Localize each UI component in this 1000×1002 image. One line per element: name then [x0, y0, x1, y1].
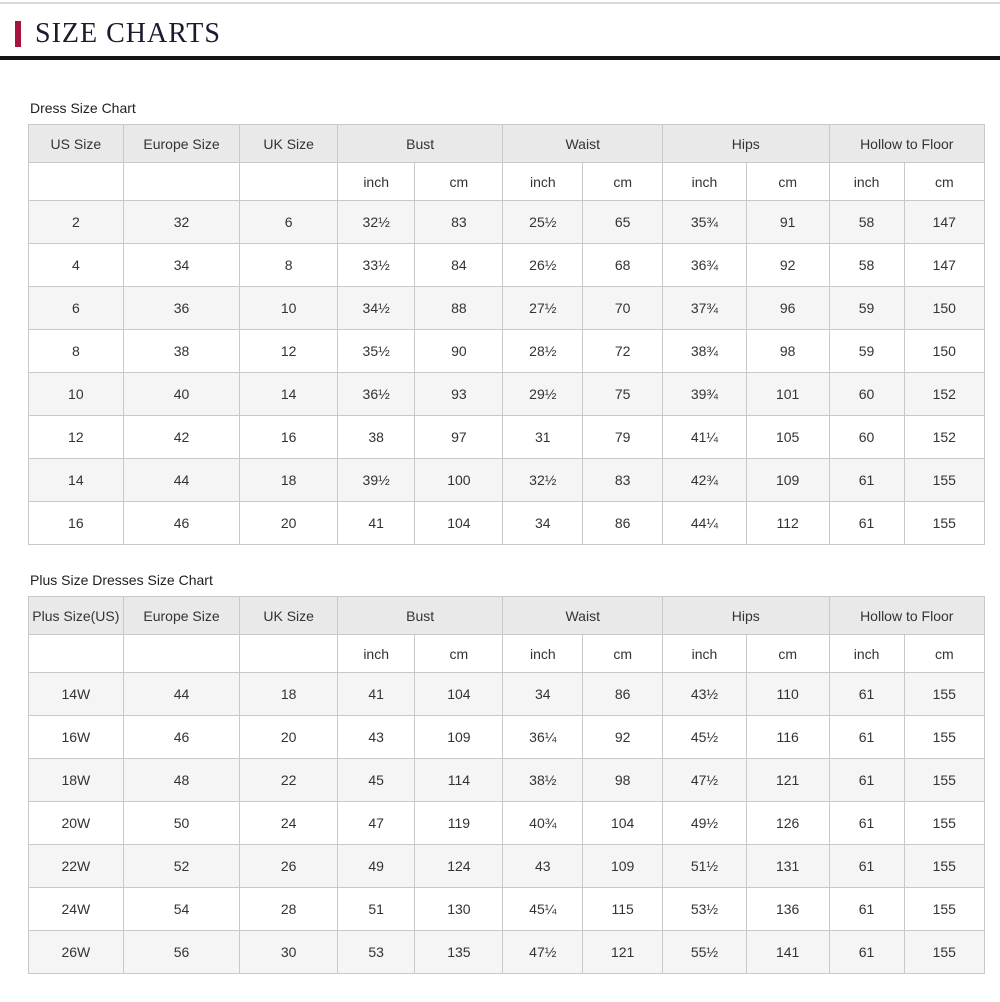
cell: 155 — [904, 802, 984, 845]
cell: 155 — [904, 502, 984, 545]
cell: 39½ — [337, 459, 414, 502]
cell: 14 — [240, 373, 338, 416]
table-header — [29, 597, 985, 673]
measure-column-header: Hips — [663, 125, 829, 163]
cell: 101 — [746, 373, 829, 416]
cell: 25½ — [503, 201, 583, 244]
cell: 46 — [123, 716, 240, 759]
cell: 36¾ — [663, 244, 747, 287]
cell: 61 — [829, 888, 904, 931]
cell: 33½ — [337, 244, 414, 287]
table-row — [29, 459, 985, 502]
cell: 110 — [746, 673, 829, 716]
table-row — [29, 931, 985, 974]
cell: 41¼ — [663, 416, 747, 459]
cell: 6 — [29, 287, 124, 330]
cell: 83 — [415, 201, 503, 244]
cell: 60 — [829, 373, 904, 416]
dress-size-table-wrap — [28, 124, 985, 545]
table-row — [29, 888, 985, 931]
table-body — [29, 673, 985, 974]
cell: 38½ — [503, 759, 583, 802]
page-title: SIZE CHARTS — [35, 18, 221, 49]
table-row — [29, 716, 985, 759]
cell: 14 — [29, 459, 124, 502]
cell: 51 — [337, 888, 414, 931]
cell: 28 — [240, 888, 338, 931]
empty-header-cell — [240, 635, 338, 673]
cell: 92 — [583, 716, 663, 759]
cell: 104 — [415, 673, 503, 716]
cell: 60 — [829, 416, 904, 459]
cell: 54 — [123, 888, 240, 931]
table-caption: Plus Size Dresses Size Chart — [30, 572, 213, 588]
cell: 121 — [746, 759, 829, 802]
cell: 55½ — [663, 931, 747, 974]
table-row — [29, 287, 985, 330]
unit-header: cm — [415, 635, 503, 673]
cell: 10 — [29, 373, 124, 416]
cell: 70 — [583, 287, 663, 330]
cell: 114 — [415, 759, 503, 802]
header-divider — [0, 56, 1000, 60]
unit-header: cm — [904, 163, 984, 201]
cell: 26½ — [503, 244, 583, 287]
unit-header: inch — [829, 635, 904, 673]
table-row — [29, 201, 985, 244]
measure-column-header: Hollow to Floor — [829, 597, 984, 635]
unit-header: cm — [583, 635, 663, 673]
measure-column-header: Waist — [503, 125, 663, 163]
cell: 41 — [337, 673, 414, 716]
cell: 32½ — [337, 201, 414, 244]
cell: 26W — [29, 931, 124, 974]
cell: 44 — [123, 673, 240, 716]
cell: 58 — [829, 201, 904, 244]
cell: 61 — [829, 845, 904, 888]
unit-header: cm — [904, 635, 984, 673]
cell: 16W — [29, 716, 124, 759]
empty-header-cell — [29, 635, 124, 673]
cell: 16 — [240, 416, 338, 459]
cell: 44¼ — [663, 502, 747, 545]
unit-header: cm — [746, 635, 829, 673]
cell: 119 — [415, 802, 503, 845]
cell: 155 — [904, 759, 984, 802]
cell: 49 — [337, 845, 414, 888]
unit-header: inch — [337, 635, 414, 673]
cell: 12 — [240, 330, 338, 373]
cell: 34 — [503, 673, 583, 716]
cell: 59 — [829, 287, 904, 330]
cell: 53 — [337, 931, 414, 974]
unit-header: inch — [663, 635, 747, 673]
cell: 98 — [746, 330, 829, 373]
cell: 155 — [904, 888, 984, 931]
cell: 36¼ — [503, 716, 583, 759]
unit-header: cm — [746, 163, 829, 201]
cell: 45 — [337, 759, 414, 802]
cell: 48 — [123, 759, 240, 802]
cell: 45½ — [663, 716, 747, 759]
cell: 43 — [337, 716, 414, 759]
cell: 28½ — [503, 330, 583, 373]
unit-header: cm — [583, 163, 663, 201]
cell: 14W — [29, 673, 124, 716]
cell: 45¼ — [503, 888, 583, 931]
cell: 16 — [29, 502, 124, 545]
cell: 61 — [829, 673, 904, 716]
table-body — [29, 201, 985, 545]
cell: 18W — [29, 759, 124, 802]
empty-header-cell — [123, 163, 240, 201]
header-group-row — [29, 125, 985, 163]
cell: 44 — [123, 459, 240, 502]
cell: 18 — [240, 459, 338, 502]
table-row — [29, 845, 985, 888]
cell: 104 — [415, 502, 503, 545]
cell: 36 — [123, 287, 240, 330]
measure-column-header: Hollow to Floor — [829, 125, 984, 163]
size-column-header: Plus Size(US) — [29, 597, 124, 635]
cell: 40 — [123, 373, 240, 416]
cell: 12 — [29, 416, 124, 459]
cell: 41 — [337, 502, 414, 545]
cell: 8 — [29, 330, 124, 373]
cell: 47½ — [503, 931, 583, 974]
unit-header: inch — [663, 163, 747, 201]
cell: 91 — [746, 201, 829, 244]
size-column-header: Europe Size — [123, 125, 240, 163]
header-group-row — [29, 597, 985, 635]
cell: 27½ — [503, 287, 583, 330]
cell: 152 — [904, 373, 984, 416]
cell: 35¾ — [663, 201, 747, 244]
table-header — [29, 125, 985, 201]
cell: 155 — [904, 673, 984, 716]
cell: 72 — [583, 330, 663, 373]
empty-header-cell — [123, 635, 240, 673]
cell: 130 — [415, 888, 503, 931]
cell: 10 — [240, 287, 338, 330]
cell: 24W — [29, 888, 124, 931]
cell: 4 — [29, 244, 124, 287]
cell: 75 — [583, 373, 663, 416]
table-row — [29, 502, 985, 545]
cell: 131 — [746, 845, 829, 888]
cell: 147 — [904, 244, 984, 287]
empty-header-cell — [240, 163, 338, 201]
cell: 34 — [123, 244, 240, 287]
cell: 47 — [337, 802, 414, 845]
cell: 126 — [746, 802, 829, 845]
cell: 26 — [240, 845, 338, 888]
header-unit-row — [29, 635, 985, 673]
table-row — [29, 673, 985, 716]
cell: 42 — [123, 416, 240, 459]
cell: 6 — [240, 201, 338, 244]
measure-column-header: Hips — [663, 597, 829, 635]
cell: 65 — [583, 201, 663, 244]
size-column-header: UK Size — [240, 125, 338, 163]
unit-header: inch — [829, 163, 904, 201]
plus-size-chart-section — [28, 572, 985, 974]
cell: 105 — [746, 416, 829, 459]
size-column-header: US Size — [29, 125, 124, 163]
cell: 61 — [829, 716, 904, 759]
table-row — [29, 759, 985, 802]
cell: 61 — [829, 502, 904, 545]
cell: 98 — [583, 759, 663, 802]
cell: 104 — [583, 802, 663, 845]
cell: 40¾ — [503, 802, 583, 845]
cell: 96 — [746, 287, 829, 330]
cell: 43½ — [663, 673, 747, 716]
measure-column-header: Bust — [337, 125, 502, 163]
charts-container — [28, 100, 985, 974]
size-charts-page — [0, 2, 1000, 974]
cell: 38 — [337, 416, 414, 459]
measure-column-header: Waist — [503, 597, 663, 635]
table-row — [29, 244, 985, 287]
unit-header: inch — [503, 163, 583, 201]
size-column-header: UK Size — [240, 597, 338, 635]
table-row — [29, 416, 985, 459]
cell: 155 — [904, 716, 984, 759]
cell: 56 — [123, 931, 240, 974]
cell: 38¾ — [663, 330, 747, 373]
cell: 109 — [746, 459, 829, 502]
cell: 79 — [583, 416, 663, 459]
cell: 109 — [415, 716, 503, 759]
cell: 2 — [29, 201, 124, 244]
measure-column-header: Bust — [337, 597, 502, 635]
cell: 152 — [904, 416, 984, 459]
cell: 147 — [904, 201, 984, 244]
cell: 47½ — [663, 759, 747, 802]
cell: 22 — [240, 759, 338, 802]
cell: 155 — [904, 459, 984, 502]
cell: 31 — [503, 416, 583, 459]
cell: 92 — [746, 244, 829, 287]
header-unit-row — [29, 163, 985, 201]
cell: 141 — [746, 931, 829, 974]
cell: 30 — [240, 931, 338, 974]
cell: 18 — [240, 673, 338, 716]
cell: 42¾ — [663, 459, 747, 502]
cell: 58 — [829, 244, 904, 287]
size-column-header: Europe Size — [123, 597, 240, 635]
size-table — [28, 596, 985, 974]
empty-header-cell — [29, 163, 124, 201]
cell: 61 — [829, 802, 904, 845]
cell: 100 — [415, 459, 503, 502]
cell: 88 — [415, 287, 503, 330]
cell: 50 — [123, 802, 240, 845]
cell: 52 — [123, 845, 240, 888]
unit-header: inch — [503, 635, 583, 673]
cell: 86 — [583, 502, 663, 545]
cell: 86 — [583, 673, 663, 716]
cell: 121 — [583, 931, 663, 974]
table-row — [29, 330, 985, 373]
cell: 22W — [29, 845, 124, 888]
cell: 84 — [415, 244, 503, 287]
cell: 97 — [415, 416, 503, 459]
cell: 90 — [415, 330, 503, 373]
cell: 32 — [123, 201, 240, 244]
cell: 150 — [904, 287, 984, 330]
cell: 116 — [746, 716, 829, 759]
cell: 61 — [829, 759, 904, 802]
title-accent-bar — [15, 21, 21, 47]
cell: 20W — [29, 802, 124, 845]
cell: 53½ — [663, 888, 747, 931]
table-caption: Dress Size Chart — [30, 100, 136, 116]
cell: 35½ — [337, 330, 414, 373]
cell: 112 — [746, 502, 829, 545]
cell: 8 — [240, 244, 338, 287]
page-header — [15, 19, 1000, 49]
cell: 49½ — [663, 802, 747, 845]
dress-size-chart-section — [28, 100, 985, 545]
top-divider — [0, 2, 1000, 4]
cell: 135 — [415, 931, 503, 974]
cell: 150 — [904, 330, 984, 373]
cell: 32½ — [503, 459, 583, 502]
cell: 43 — [503, 845, 583, 888]
cell: 68 — [583, 244, 663, 287]
cell: 136 — [746, 888, 829, 931]
cell: 115 — [583, 888, 663, 931]
cell: 24 — [240, 802, 338, 845]
size-table — [28, 124, 985, 545]
cell: 59 — [829, 330, 904, 373]
cell: 20 — [240, 502, 338, 545]
unit-header: inch — [337, 163, 414, 201]
cell: 51½ — [663, 845, 747, 888]
cell: 61 — [829, 931, 904, 974]
cell: 155 — [904, 845, 984, 888]
unit-header: cm — [415, 163, 503, 201]
cell: 155 — [904, 931, 984, 974]
cell: 29½ — [503, 373, 583, 416]
table-row — [29, 802, 985, 845]
plus-size-table-wrap — [28, 596, 985, 974]
cell: 83 — [583, 459, 663, 502]
table-row — [29, 373, 985, 416]
cell: 124 — [415, 845, 503, 888]
cell: 20 — [240, 716, 338, 759]
cell: 109 — [583, 845, 663, 888]
cell: 34 — [503, 502, 583, 545]
cell: 38 — [123, 330, 240, 373]
cell: 61 — [829, 459, 904, 502]
cell: 39¾ — [663, 373, 747, 416]
cell: 37¾ — [663, 287, 747, 330]
cell: 46 — [123, 502, 240, 545]
cell: 36½ — [337, 373, 414, 416]
cell: 93 — [415, 373, 503, 416]
cell: 34½ — [337, 287, 414, 330]
